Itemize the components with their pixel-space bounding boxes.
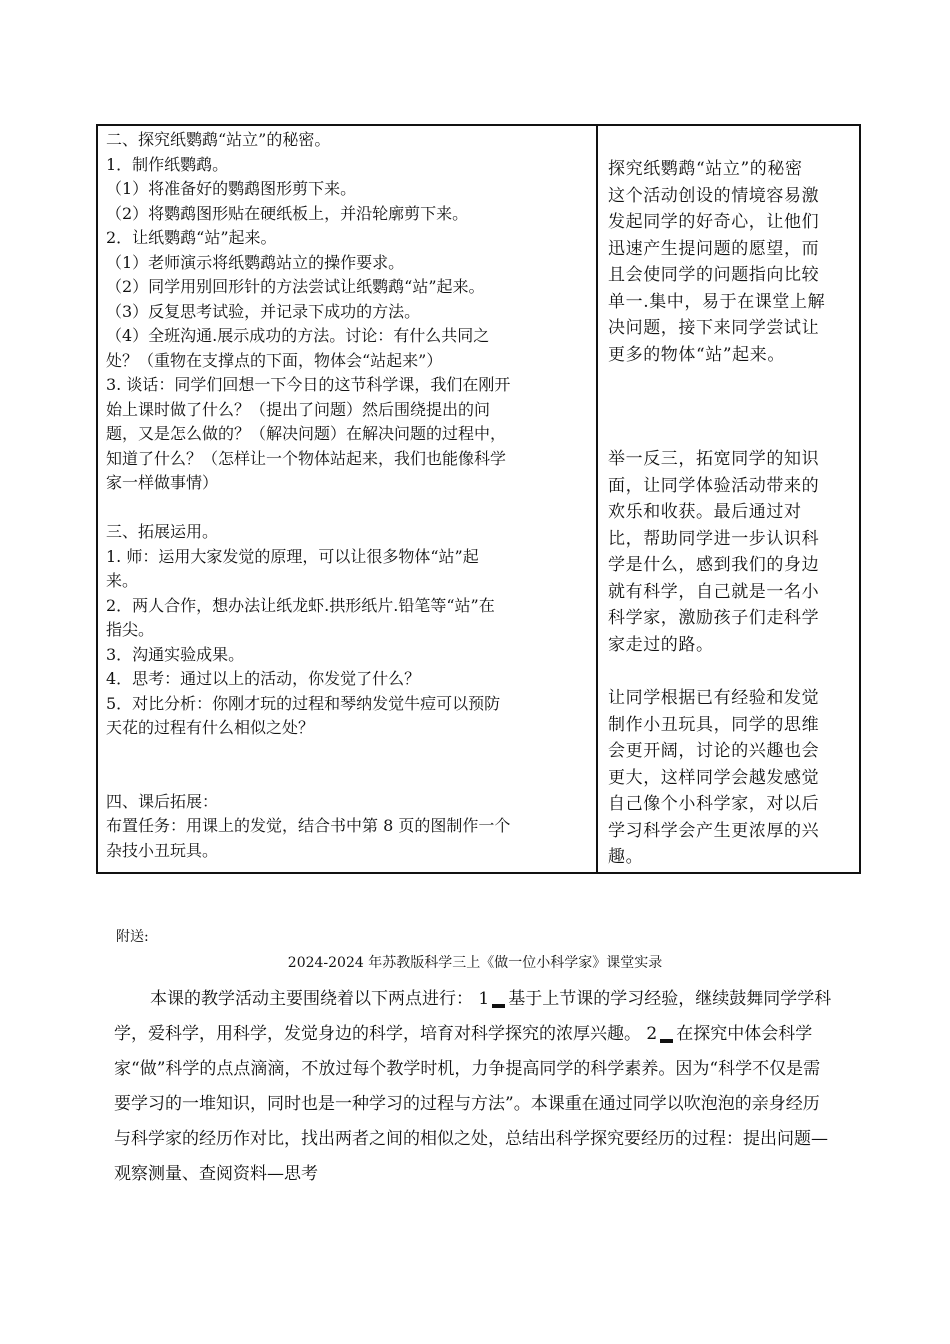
- spacer: [608, 368, 851, 446]
- intent-text: 更多的物体“站”起来。: [608, 344, 785, 365]
- spacer: [106, 496, 590, 521]
- body-text: 基于上节课的学习经验，继续鼓舞同学学科学，爱科学，用科学，发觉身边的科学，培育对科学探究的浓厚兴趣。 2: [114, 989, 832, 1044]
- step-text: （1）老师演示将纸鹦鹉站立的操作要求。: [106, 252, 405, 272]
- step-text: 指尖。: [106, 620, 155, 639]
- step-text: 4．思考：通过以上的活动，你发觉了什么？: [106, 669, 421, 688]
- intent-text: 决问题，接下来同学尝试让: [608, 318, 820, 338]
- step-text: 始上课时做了什么？（提出了问题）然后围绕提出的问: [106, 399, 491, 419]
- appendix-body: [114, 982, 834, 1192]
- intent-text: 会更开阔，讨论的兴趣也会: [608, 741, 820, 761]
- spacer: [608, 658, 851, 685]
- step-text: （4）全班沟通.展示成功的方法。讨论：有什么共同之: [106, 326, 490, 345]
- appendix-label: 附送:: [116, 929, 149, 945]
- body-text: 本课的教学活动主要围绕着以下两点进行： 1: [150, 989, 490, 1009]
- lesson-plan-table: [96, 124, 861, 874]
- intent-text: 面，让同学体验活动带来的: [608, 475, 820, 496]
- step-text: （1）将准备好的鹦鹉图形剪下来。: [106, 179, 357, 198]
- step-text: （2）将鹦鹉图形贴在硬纸板上，并沿轮廓剪下来。: [106, 203, 469, 223]
- design-intent-column: [598, 126, 859, 872]
- step-text: （3）反复思考试验，并记录下成功的方法。: [106, 301, 421, 321]
- step-text: 1. 师：运用大家发觉的原理，可以让很多物体“站”起: [106, 546, 479, 566]
- section-heading: 四、课后拓展：: [106, 791, 219, 811]
- step-text: 2．两人合作，想办法让纸龙虾.拱形纸片.铅笔等“站”在: [106, 595, 495, 615]
- intent-text: 制作小丑玩具，同学的思维: [608, 714, 820, 735]
- step-text: 3．沟通实验成果。: [106, 644, 245, 664]
- intent-text: 更大，这样同学会越发感觉: [608, 767, 820, 788]
- section-heading: 三、拓展运用。: [106, 522, 219, 541]
- body-text: 在探究中体会科学家“做”科学的点点滴滴，不放过每个教学时机，力争提高同学的科学素养。因为“科学不仅是需要学习的一堆知识，同时也是一种学习的过程与方法”。本课重在通过同学以吹泡泡的亲身经历与科学家的经历作对比，找出两者之间的相似之处，总结出科学探究要经历的过程：提出问题—观察测量、查阅资料—思考: [114, 1024, 828, 1184]
- intent-text: 欢乐和收获。最后通过对: [608, 502, 802, 522]
- intent-text: 比，帮助同学进一步认识科: [608, 528, 820, 549]
- step-text: 杂技小丑玩具。: [106, 840, 219, 860]
- dash-mark: [660, 1039, 673, 1043]
- step-text: 题，又是怎么做的？（解决问题）在解决问题的过程中，: [106, 424, 507, 443]
- spacer: [106, 741, 590, 790]
- section-heading: 二、探究纸鹦鹉“站立”的秘密。: [106, 130, 331, 149]
- step-text: 1．制作纸鹦鹉。: [106, 154, 229, 174]
- step-text: 布置任务：用课上的发觉，结合书中第 8 页的图制作一个: [106, 816, 511, 835]
- step-text: 2．让纸鹦鹉“站”起来。: [106, 228, 277, 247]
- intent-text: 让同学根据已有经验和发觉: [608, 688, 820, 708]
- intent-text: 科学家，激励孩子们走科学: [608, 608, 820, 628]
- step-text: 3. 谈话：同学们回想一下今日的这节科学课，我们在刚开: [106, 375, 511, 394]
- step-text: （2）同学用别回形针的方法尝试让纸鹦鹉“站”起来。: [106, 277, 485, 296]
- step-text: 家一样做事情）: [106, 473, 219, 492]
- intent-text: 这个活动创设的情境容易激: [608, 185, 820, 206]
- step-text: 天花的过程有什么相似之处？: [106, 718, 315, 737]
- intent-text: 就有科学，自己就是一名小: [608, 581, 820, 602]
- appendix-title: 2024-2024 年苏教版科学三上《做一位小科学家》课堂实录: [287, 955, 663, 971]
- teaching-process-column: [98, 126, 598, 872]
- intent-text: 迅速产生提问题的愿望，而: [608, 238, 820, 259]
- step-text: 来。: [106, 571, 139, 590]
- step-text: 处？（重物在支撑点的下面，物体会“站起来”）: [106, 350, 443, 370]
- step-text: 知道了什么？（怎样让一个物体站起来，我们也能像科学: [106, 448, 507, 468]
- dash-mark: [492, 1004, 505, 1008]
- intent-text: 发起同学的好奇心，让他们: [608, 212, 820, 232]
- step-text: 5．对比分析：你刚才玩的过程和琴纳发觉牛痘可以预防: [106, 693, 501, 713]
- intent-text: 探究纸鹦鹉“站立”的秘密: [608, 159, 803, 179]
- intent-text: 举一反三，拓宽同学的知识: [608, 449, 820, 469]
- intent-text: 学习科学会产生更浓厚的兴: [608, 820, 820, 841]
- intent-text: 趣。: [608, 847, 644, 867]
- intent-text: 单一.集中，易于在课堂上解: [608, 291, 826, 312]
- intent-text: 家走过的路。: [608, 634, 714, 655]
- intent-text: 学是什么，感到我们的身边: [608, 555, 820, 575]
- intent-text: 自己像个小科学家，对以后: [608, 794, 820, 814]
- intent-text: 且会使同学的问题指向比较: [608, 265, 820, 285]
